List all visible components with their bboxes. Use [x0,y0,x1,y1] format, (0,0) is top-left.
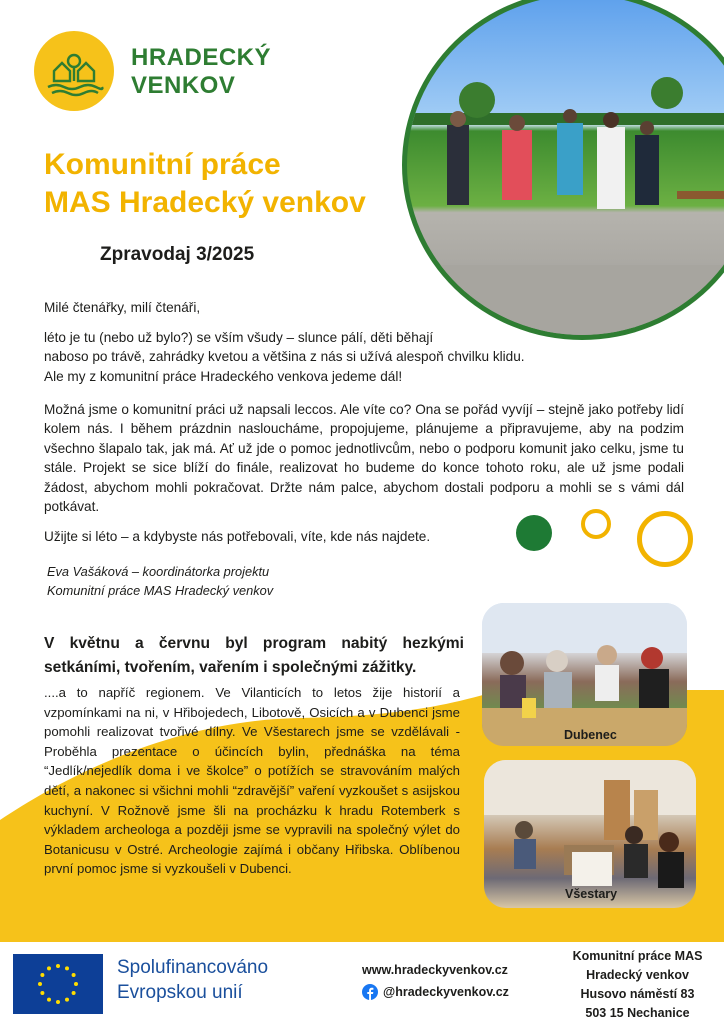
title-line-1: Komunitní práce [44,148,281,181]
address-line: Hradecký venkov [586,968,689,982]
address-line: Komunitní práce MAS [572,949,703,963]
newsletter-issue: Zpravodaj 3/2025 [100,244,255,265]
intro-paragraph-2: Možná jsme o komunitní práci už napsali leccos. Ale víte co? Ona se pořád vyvíjí – stejně jako potřeby lidí kolem nás. I během prázdnin nasloucháme, propojujeme, plánujeme a připravujeme, aby na podzim všechno šlapalo tak, jak má. Ať už jde o pomoc jednotlivcům, nebo o podporu komunit jako celku, jsme tu stále. Projekt se sice blíží do finále, realizovat ho budeme do konce tohoto roku, ale už jsme podali žádost, abychom mohli pokračovat. Držte nám palce, abychom dostali podporu a mohli se s vámi dál potkávat. [44,402,684,515]
logo-emblem [34,31,114,111]
photo-illustration [407,0,724,335]
page-title [44,146,366,222]
address-line: 503 15 Nechanice [585,1006,690,1020]
photo-label-vestary: Všestary [565,887,618,901]
logo-line-2: VENKOV [131,72,236,99]
address-line: Husovo náměstí 83 [580,987,695,1001]
title-line-2: MAS Hradecký venkov [44,186,366,219]
intro-paragraph-1 [44,328,564,386]
intro-paragraph-3: Užijte si léto – a kdybyste nás potřebovali, víte, kde nás najdete. [44,529,431,544]
website-link[interactable]: www.hradeckyvenkov.cz [362,963,508,977]
facebook-link[interactable]: @hradeckyvenkov.cz [383,985,509,999]
eu-stars-icon [13,954,103,1014]
contact-address [560,947,715,1023]
photo-vestary-illustration [484,760,696,908]
section-body: ....a to napříč regionem. Ve Vilanticích to letos žije historií a vzpomínkami na ni, v Hřibojedech, Libotově, Osicích a v Dubenci jsme pomohli realizovat tvořivé dílny. Ve Všestarech jsme se vzdělávali - Proběhla prezentace o účincích bylin, přednáška na téma “Jedlík/nejedlík doma i ve školce” o potížích se stravováním malých dětí, a nakonec si všichni mohli “zdravější” vaření vyzkoušet s asijskou kuchyní. V Rožnově jsme šli na procházku k hradu Rotemberk s výkladem archeologa a později jsme se vypravili na společný výlet do Botanicusu v Ostré. Archeologie zajímá i občany Hřibska. Oblíbenou první pomoc jsme si vyzkoušeli v Dubenci. [44,685,460,877]
village-icon [34,31,114,111]
facebook-icon[interactable] [362,984,378,1000]
logo-wordmark [131,44,271,100]
photo-dubenec-workshop [482,603,687,746]
facebook-f-glyph [362,984,378,1000]
decor-large-ring [637,511,693,567]
cofunding-statement [117,955,268,1005]
cofund-line-1: Spolufinancováno [117,957,269,978]
section-heading: V květnu a červnu byl program nabitý hezkými setkáními, tvořením, vařením i společnými zážitky. [44,635,464,676]
logo-line-1: HRADECKÝ [131,44,272,71]
intro-line: Ale my z komunitní práce Hradeckého venkova jedeme dál! [44,368,403,384]
signature-org: Komunitní práce MAS Hradecký venkov [47,583,274,598]
decor-green-dot [516,515,552,551]
eu-flag-icon [13,954,103,1014]
photo-dubenec-illustration [482,603,687,746]
photo-vestary-lecture [484,760,696,908]
cofund-line-2: Evropskou unií [117,982,243,1003]
signature-name: Eva Vašáková – koordinátorka projektu [47,564,270,579]
signature [47,562,273,600]
photo-label-dubenec: Dubenec [564,728,617,742]
greeting: Milé čtenářky, milí čtenáři, [44,300,201,315]
intro-line: léto je tu (nebo už bylo?) se vším všudy – slunce pálí, děti běhají [44,330,434,345]
intro-line: naboso po trávě, zahrádky kvetou a většina z nás si užívá alespoň chvilku klidu. [44,349,525,365]
